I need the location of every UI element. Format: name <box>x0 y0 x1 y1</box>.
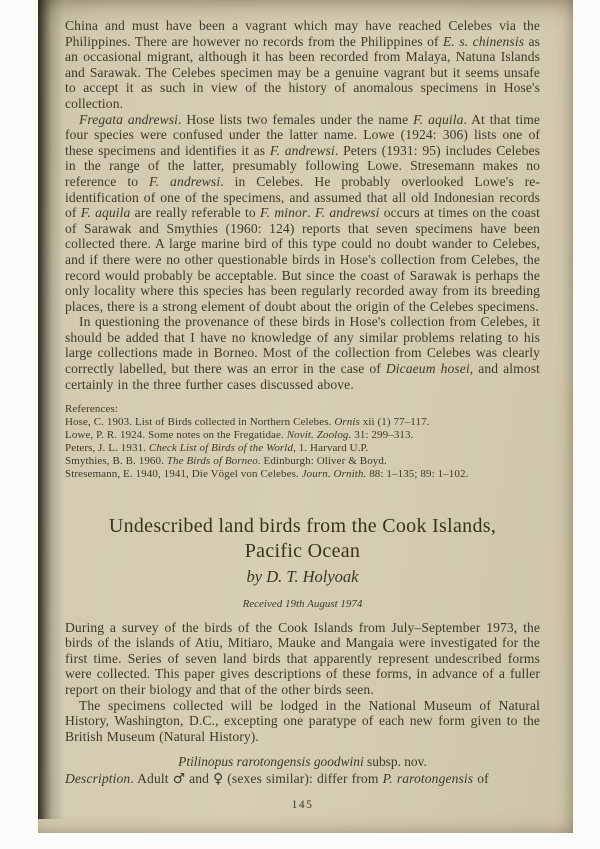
page-number: 145 <box>291 799 314 812</box>
reference-item: Stresemann, E. 1940, 1941, Die Vögel von Celebes. Journ. Ornith. 88: 1–135; 89: 1–102. <box>65 467 469 480</box>
article-byline: by D. T. Holyoak <box>246 566 359 586</box>
page-content <box>65 0 540 811</box>
references-section <box>65 403 540 480</box>
references-label: References: <box>65 403 119 416</box>
journal-page <box>38 0 573 833</box>
paragraph-celebes-vagrant: China and must have been a vagrant which may have reached Celebes via the Philippines. There are however no records from the Philippines of E. s. chinensis as an occasional migrant, although it has been recorded from Malaya, Natuna Islands and Sarawak. The Celebes specimen may be a genuine vagrant but it seems unsafe to accept it as such in view of the history of anomalous specimens in Hose's collection. <box>65 18 541 111</box>
paragraph-description: Description. Adult ♂ and ♀ (sexes similar): differ from P. rarotongensis of <box>65 771 489 788</box>
received-date-line: Received 19th August 1974 <box>242 597 363 610</box>
paragraph-specimens-lodged: The specimens collected will be lodged in the National Museum of Natural History, Washington, D.C., excepting one paratype of each new form given to the British Museum (Natural History). <box>65 697 540 744</box>
article-title-line1: Undescribed land birds from the Cook Islands, <box>108 514 497 537</box>
paragraph-provenance: In questioning the provenance of these birds in Hose's collection from Celebes, it should be added that I have no knowledge of any similar problems relating to his large collections made in Borneo. Most of the collection from Celebes was clearly correctly labelled, but there was an error in the case of Dicaeum hosei, and almost certainly in the three further cases discussed above. <box>65 314 540 392</box>
reference-item: Smythies, B. B. 1960. The Birds of Borneo. Edinburgh: Oliver & Boyd. <box>65 454 387 467</box>
paragraph-fregata-andrewsi: Fregata andrewsi. Hose lists two females under the name F. aquila. At that time four species were confused under the latter name. Lowe (1924: 306) lists one of these specimens and identifies it as F. andrewsi. Peters (1931: 95) includes Celebes in the range of the latter, presumably following Lowe. Stresemann makes no reference to F. andrewsi. in Celebes. He probably overlooked Lowe's re-identification of one of the specimens, and assumed that all old Indonesian records of F. aquila are really referable to F. minor. F. andrewsi occurs at times on the coast of Sarawak and Smythies (1960: 124) reports that seven specimens have been collected there. A large marine bird of this type could no doubt wander to Celebes, and if there were no other questionable birds in Hose's collection from Celebes, the record would probably be acceptable. But since the coast of Sarawak is perhaps the only locality where this species has been regularly recorded away from its breeding places, there is a strong element of doubt about the origin of the Celebes specimens. <box>65 111 541 314</box>
reference-item: Hose, C. 1903. List of Birds collected in Northern Celebes. Ornis xii (1) 77–117. <box>65 416 430 429</box>
article-title-line2: Pacific Ocean <box>244 539 361 562</box>
reference-item: Peters, J. L. 1931. Check List of Birds of the World, 1. Harvard U.P. <box>65 441 369 454</box>
reference-item: Lowe, P. R. 1924. Some notes on the Fregatidae. Novit. Zoolog. 31: 299–313. <box>65 429 414 442</box>
page-gutter-shadow <box>38 0 64 819</box>
paragraph-survey-intro: During a survey of the birds of the Cook Islands from July–September 1973, the birds of the islands of Atiu, Mitiaro, Mauke and Mangaia were investigated for the first time. Series of seven land birds that apparently represent undescribed forms were collected. This paper gives descriptions of these forms, in advance of a fuller report on their biology and that of the other birds seen. <box>65 619 540 698</box>
article-title <box>65 514 540 564</box>
species-heading: Ptilinopus rarotongensis goodwini subsp. nov. <box>178 754 427 770</box>
